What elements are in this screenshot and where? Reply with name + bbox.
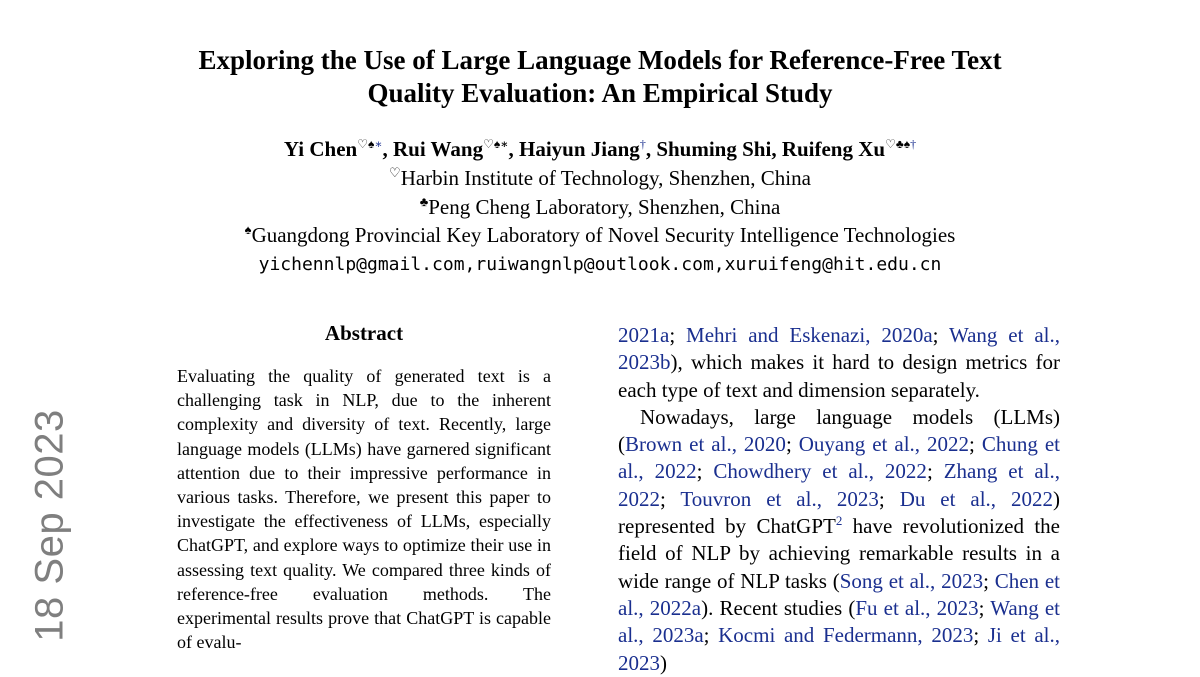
affiliation-hit [150, 164, 1050, 192]
intro-text: have revolutionized the field of NLP by achieving remarkable results in a wide range of NLP tasks ( [618, 514, 1060, 593]
introduction-column [618, 322, 1060, 677]
intro-text: Nowadays, large language models (LLMs) ( [618, 404, 1060, 457]
citation-link[interactable]: Chung et al., 2022 [618, 432, 1060, 484]
affiliation-mark: ♡ [389, 165, 401, 180]
abstract-body: Evaluating the quality of generated text is a challenging task in NLP, due to the inherent complexity and diversity of text. Recently, large language models (LLMs) have garnered significant attention due to their impressive performance in various tasks. Therefore, we present this paper to investigate the effectiveness of LLMs, especially ChatGPT, and explore ways to optimize their use in assessing text quality. We compared three kinds of reference-free evaluation methods. The experimental results prove that ChatGPT is capable of evalu- [177, 366, 551, 653]
author-emails: yichennlp@gmail.com,ruiwangnlp@outlook.com,xuruifeng@hit.edu.cn [258, 254, 942, 275]
intro-paragraph-1: 2021a; Mehri and Eskenazi, 2020a; Wang et al., 2023b), which makes it hard to design metrics for each type of text and dimension separately. [618, 323, 1060, 402]
author-name: Shuming Shi [656, 137, 772, 161]
citation-link[interactable]: Wang et al., 2023b [618, 323, 1060, 375]
intro-text: ) [660, 650, 667, 675]
citation-link[interactable]: Chen et al., 2022a [618, 568, 1060, 620]
citation-link[interactable]: Touvron et al., 2023 [680, 486, 879, 511]
author-marks: ♡♣♠ [885, 137, 911, 151]
citation-link[interactable]: Ji et al., 2023 [618, 623, 1060, 675]
affiliation-pcl [150, 193, 1050, 221]
author-name: Haiyun Jiang [519, 137, 640, 161]
citation-link[interactable]: Kocmi and Federmann, 2023 [718, 623, 974, 648]
author-marks: ♡♠ [357, 137, 375, 151]
citation-link[interactable]: Ouyang et al., 2022 [798, 432, 970, 457]
arxiv-date-stamp [27, 408, 72, 642]
citation-link[interactable]: Mehri and Eskenazi, 2020a [686, 323, 933, 347]
author-name: Yi Chen [283, 137, 358, 161]
author-name: Ruifeng Xu [781, 137, 886, 161]
citation-link[interactable]: 2021a [618, 323, 670, 347]
affiliation-text: Harbin Institute of Technology, Shenzhen, China [400, 166, 811, 190]
author-note: † [639, 137, 646, 151]
citation-link[interactable]: Zhang et al., 2022 [618, 459, 1061, 511]
title-line-2: Quality Evaluation: An Empirical Study [367, 78, 833, 108]
intro-text: ) represented by ChatGPT [618, 486, 1060, 539]
paper-title [150, 44, 1050, 110]
intro-text: ). Recent studies ( [701, 595, 856, 620]
citation-link[interactable]: Wang et al., 2023a [618, 595, 1060, 648]
author-note: ∗ [374, 137, 383, 151]
arxiv-date-text: 18 Sep 2023 [27, 408, 72, 642]
intro-text: ), which makes it hard to design metrics for each type of text and dimension separately. [618, 350, 1060, 402]
author-name: Rui Wang [393, 137, 484, 161]
author-marks: ♡♠∗ [483, 137, 509, 151]
abstract-heading: Abstract [324, 321, 404, 345]
citation-link[interactable]: Du et al., 2022 [899, 486, 1053, 511]
citation-link[interactable]: Chowdhery et al., 2022 [713, 459, 927, 484]
citation-link[interactable]: Fu et al., 2023 [855, 595, 979, 620]
affiliation-text: Peng Cheng Laboratory, Shenzhen, China [428, 195, 781, 219]
citation-link[interactable]: Brown et al., 2020 [625, 432, 786, 457]
author-note: † [910, 137, 917, 151]
affiliation-text: Guangdong Provincial Key Laboratory of Novel Security Intelligence Technologies [251, 223, 956, 247]
author-list: Yi Chen♡♠∗, Rui Wang♡♠∗, Haiyun Jiang†, Shuming Shi, Ruifeng Xu♡♣♠† [283, 137, 917, 161]
intro-paragraph-2: Nowadays, large language models (LLMs) (Brown et al., 2020; Ouyang et al., 2022; Chung et al., 2022; Chowdhery et al., 2022; Zhang et al., 2022; Touvron et al., 2023; Du et al., 2022) represented by ChatGPT$^2$ have revolutionized the field of NLP by achieving remarkable results in a wide range of NLP tasks (Song et al., 2023; Chen et al., 2022a). Recent studies (Fu et al., 2023; Wang et al., 2023a; Kocmi and Federmann, 2023; Ji et al., 2023) [618, 404, 1061, 675]
citation-link[interactable]: Song et al., 2023 [839, 568, 984, 593]
affiliation-mark: ♣ [419, 194, 429, 209]
affiliation-guangdong [150, 221, 1050, 249]
affiliation-mark: ♠ [244, 222, 252, 237]
title-line-1: Exploring the Use of Large Language Models for Reference-Free Text [198, 45, 1002, 75]
footnote-link[interactable]: 2 [835, 513, 843, 529]
